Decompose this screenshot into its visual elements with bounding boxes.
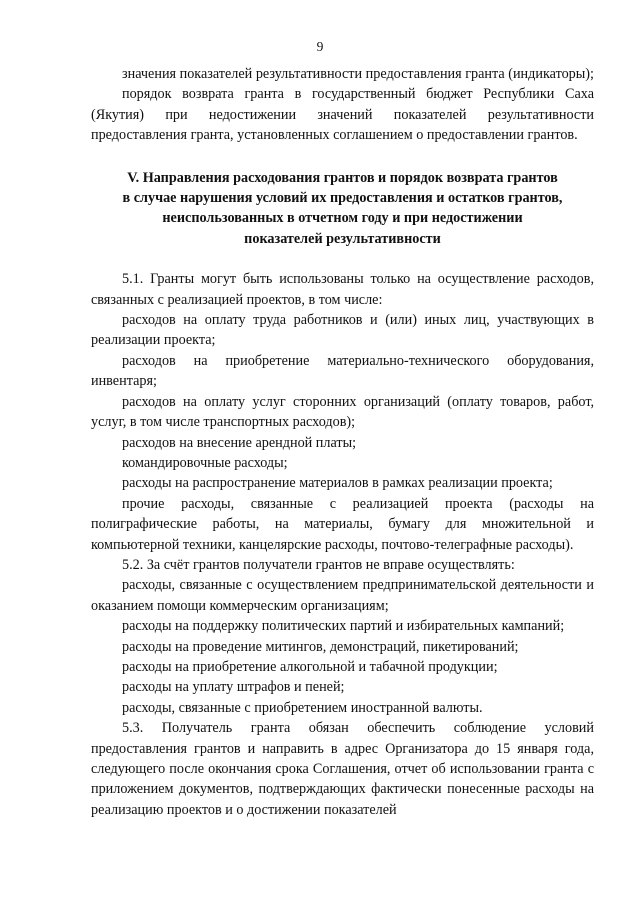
paragraph: расходов на оплату услуг сторонних организаций (оплату товаров, работ, услуг, в том числе транспортных расходов);	[91, 393, 594, 431]
body-text	[91, 269, 594, 820]
paragraph: расходы, связанные с приобретением иностранной валюты.	[122, 699, 483, 716]
paragraph: порядок возврата гранта в государственный бюджет Республики Саха (Якутия) при недостижении значений показателей результативности предоставления гранта, установленных соглашением о предоставлении грантов.	[91, 86, 594, 144]
paragraph: расходов на оплату труда работников и (или) иных лиц, участвующих в реализации проекта;	[91, 312, 594, 349]
page-number: 9	[316, 39, 324, 54]
section-heading-line: V. Направления расходования грантов и порядок возврата грантов	[127, 169, 558, 186]
paragraph: расходов на внесение арендной платы;	[122, 434, 357, 451]
paragraph: командировочные расходы;	[122, 454, 288, 471]
intro-block	[91, 64, 594, 146]
paragraph: значения показателей результативности предоставления гранта (индикаторы);	[122, 66, 594, 82]
paragraph: 5.1. Гранты могут быть использованы только на осуществление расходов, связанных с реализацией проектов, в том числе:	[91, 271, 594, 308]
section-heading-line: в случае нарушения условий их предоставления и остатков грантов,	[122, 190, 563, 207]
paragraph: прочие расходы, связанные с реализацией проекта (расходы на полиграфические работы, на материалы, бумагу для множительной и компьютерной техники, канцелярские расходы, почтово-телеграфные расходы).	[91, 495, 594, 553]
section-heading-line: показателей результативности	[244, 230, 441, 247]
paragraph: расходы на проведение митингов, демонстраций, пикетирований;	[122, 638, 519, 655]
paragraph: расходов на приобретение материально-технического оборудования, инвентаря;	[91, 352, 594, 390]
paragraph: 5.3. Получатель гранта обязан обеспечить соблюдение условий предоставления грантов и направить в адрес Организатора до 15 января года, следующего после окончания срока Соглашения, отчет об использовании гранта с приложением документов, подтверждающих фактически понесенные расходы на реализацию проектов и о достижении показателей	[91, 720, 594, 818]
paragraph: расходы на поддержку политических партий и избирательных кампаний;	[122, 618, 565, 635]
paragraph: 5.2. За счёт грантов получатели грантов не вправе осуществлять:	[122, 556, 515, 573]
paragraph: расходы на приобретение алкогольной и табачной продукции;	[122, 658, 498, 675]
paragraph: расходы, связанные с осуществлением предпринимательской деятельности и оказанием помощи коммерческим организациям;	[91, 577, 594, 614]
section-heading-line: неиспользованных в отчетном году и при недостижении	[162, 210, 523, 227]
paragraph: расходы на уплату штрафов и пеней;	[122, 679, 345, 696]
paragraph: расходы на распространение материалов в рамках реализации проекта;	[122, 475, 553, 492]
section-heading	[91, 168, 594, 250]
